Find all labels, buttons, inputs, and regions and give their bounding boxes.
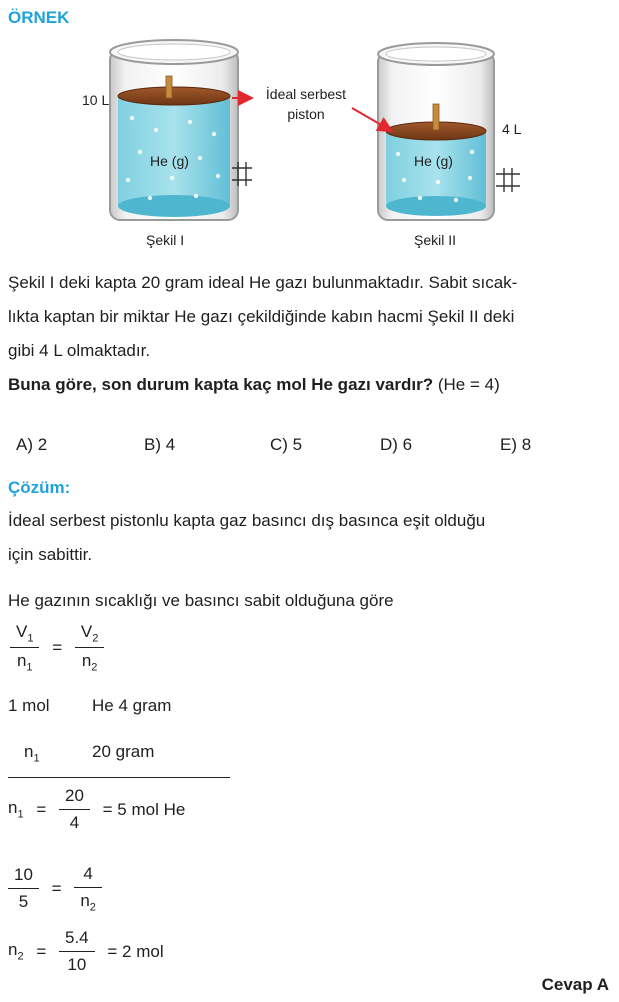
gas-label-left: He (g): [150, 153, 189, 169]
ratio-equation: $\frac{V_1}{n_1}$ = $\frac{V_2}{n_2}$: [10, 622, 104, 674]
row1-right: He 4 gram: [92, 696, 172, 715]
container-right: [378, 43, 520, 220]
piston-label-line1: İdeal serbest: [265, 86, 347, 102]
gas-label-right: He (g): [414, 153, 453, 169]
option-d: D) 6: [380, 435, 413, 454]
question-bold: Buna göre, son durum kapta kaç mol He gazı vardır?: [8, 375, 434, 394]
question: [8, 266, 608, 402]
ratio-fraction-2: $\frac{V_2}{n_2}$: [75, 622, 104, 674]
question-line3: gibi 4 L olmaktadır.: [8, 341, 151, 360]
option-c: C) 5: [270, 435, 303, 454]
example-heading: ÖRNEK: [8, 8, 70, 27]
volume-label-left: 10 L: [82, 92, 110, 108]
piston-label-line2: piston: [287, 106, 325, 122]
solution-paragraph-1: [8, 504, 608, 572]
row2-right: 20 gram: [92, 742, 155, 761]
proportion-divider: [8, 777, 230, 778]
calc-ratio: $\frac{10}{5}$ = $\frac{4}{n_2}$: [8, 864, 102, 913]
caption-right: Şekil II: [414, 232, 457, 248]
answer: Cevap A: [541, 975, 609, 994]
caption-left: Şekil I: [146, 232, 185, 248]
option-b: B) 4: [144, 435, 176, 454]
question-prompt: [8, 368, 608, 402]
solution-heading: Çözüm:: [8, 478, 71, 497]
question-note: (He = 4): [437, 375, 500, 394]
piston-label: [256, 84, 356, 124]
calc-n1: $n_1$ = $\frac{20}{4}$ = 5 mol He: [8, 786, 186, 832]
option-a: A) 2: [16, 435, 48, 454]
option-e: E) 8: [500, 435, 532, 454]
solution-p1-line2: için sabittir.: [8, 545, 93, 564]
question-line2: lıkta kaptan bir miktar He gazı çekildiğinde kabın hacmi Şekil II deki: [8, 307, 515, 326]
row2-left: $n_1$: [24, 742, 40, 765]
calc-n2: $n_2$ = $\frac{5.4}{10}$ = 2 mol: [8, 928, 164, 974]
ratio-fraction-1: $\frac{V_1}{n_1}$: [10, 622, 39, 674]
question-line1: Şekil I deki kapta 20 gram ideal He gazı bulunmaktadır. Sabit sıcak-: [8, 273, 518, 292]
figure: [0, 30, 619, 260]
solution-p1-line1: İdeal serbest pistonlu kapta gaz basıncı dış basınca eşit olduğu: [8, 511, 486, 530]
volume-label-right: 4 L: [502, 121, 522, 137]
solution-paragraph-2: He gazının sıcaklığı ve basıncı sabit olduğuna göre: [8, 591, 394, 610]
row1-left: 1 mol: [8, 696, 50, 715]
container-left: [110, 40, 252, 220]
